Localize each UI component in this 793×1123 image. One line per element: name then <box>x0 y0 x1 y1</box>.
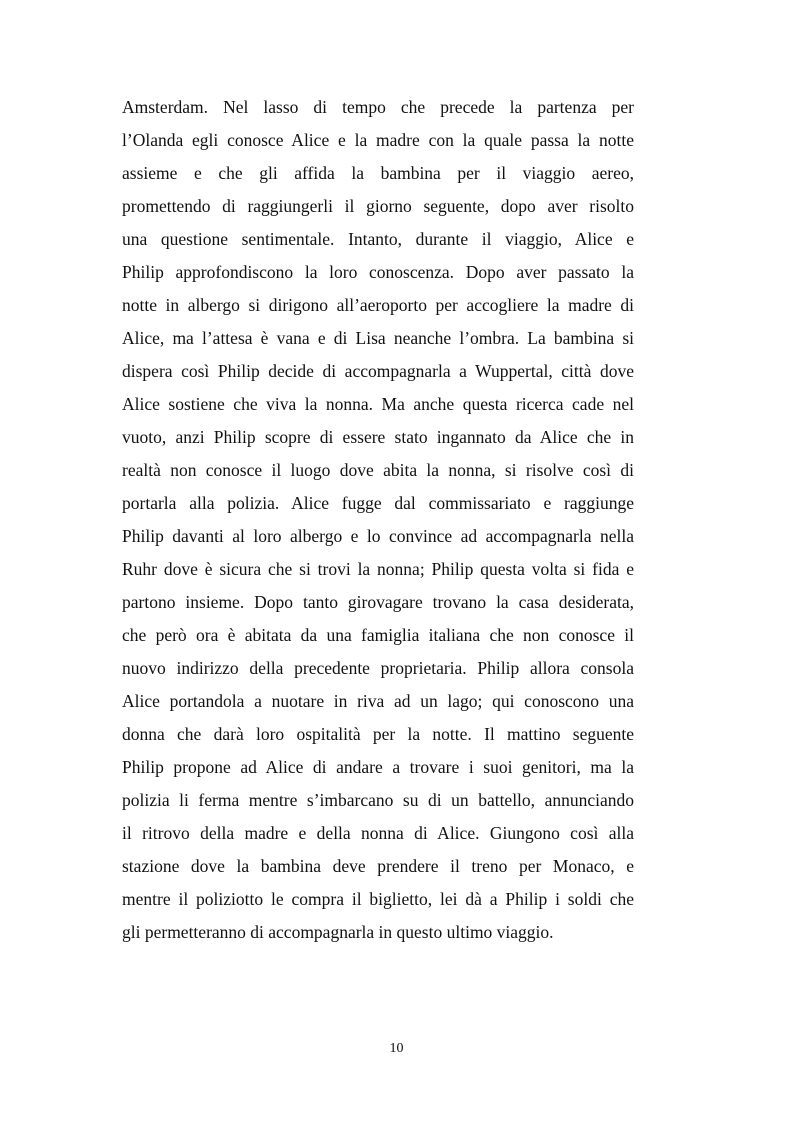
page-number: 10 <box>389 1041 404 1056</box>
text-line: assieme e che gli affida la bambina per il viaggio aereo, <box>122 163 634 183</box>
text-line: Philip approfondiscono la loro conoscenza. Dopo aver passato la <box>122 262 634 282</box>
text-line: vuoto, anzi Philip scopre di essere stato ingannato da Alice che in <box>122 427 634 447</box>
text-line: notte in albergo si dirigono all’aeroporto per accogliere la madre di <box>122 295 634 315</box>
text-line: donna che darà loro ospitalità per la notte. Il mattino seguente <box>122 724 634 744</box>
text-line: dispera così Philip decide di accompagnarla a Wuppertal, città dove <box>122 361 634 381</box>
text-line: Ruhr dove è sicura che si trovi la nonna; Philip questa volta si fida e <box>122 559 634 579</box>
text-line: portarla alla polizia. Alice fugge dal commissariato e raggiunge <box>122 493 634 513</box>
text-line: Philip davanti al loro albergo e lo convince ad accompagnarla nella <box>122 526 634 546</box>
text-line: Amsterdam. Nel lasso di tempo che precede la partenza per <box>122 97 634 117</box>
text-line: il ritrovo della madre e della nonna di Alice. Giungono così alla <box>122 823 634 843</box>
text-line: che però ora è abitata da una famiglia italiana che non conosce il <box>122 625 634 645</box>
text-line: nuovo indirizzo della precedente proprietaria. Philip allora consola <box>122 658 634 678</box>
text-line: Alice, ma l’attesa è vana e di Lisa neanche l’ombra. La bambina si <box>122 328 634 348</box>
text-line: stazione dove la bambina deve prendere il treno per Monaco, e <box>122 856 634 876</box>
text-line: Alice sostiene che viva la nonna. Ma anche questa ricerca cade nel <box>122 394 634 414</box>
text-line: realtà non conosce il luogo dove abita la nonna, si risolve così di <box>122 460 634 480</box>
text-line: mentre il poliziotto le compra il biglietto, lei dà a Philip i soldi che <box>122 889 634 909</box>
text-line: promettendo di raggiungerli il giorno seguente, dopo aver risolto <box>122 196 634 216</box>
text-line: polizia li ferma mentre s’imbarcano su di un battello, annunciando <box>122 790 634 810</box>
text-line: l’Olanda egli conosce Alice e la madre con la quale passa la notte <box>122 130 634 150</box>
text-line: Alice portandola a nuotare in riva ad un lago; qui conoscono una <box>122 691 634 711</box>
text-line: partono insieme. Dopo tanto girovagare trovano la casa desiderata, <box>122 592 634 612</box>
text-line: una questione sentimentale. Intanto, durante il viaggio, Alice e <box>122 229 634 249</box>
text-line: gli permetteranno di accompagnarla in questo ultimo viaggio. <box>122 922 554 942</box>
text-line: Philip propone ad Alice di andare a trovare i suoi genitori, ma la <box>122 757 634 777</box>
body-paragraph <box>122 91 634 949</box>
